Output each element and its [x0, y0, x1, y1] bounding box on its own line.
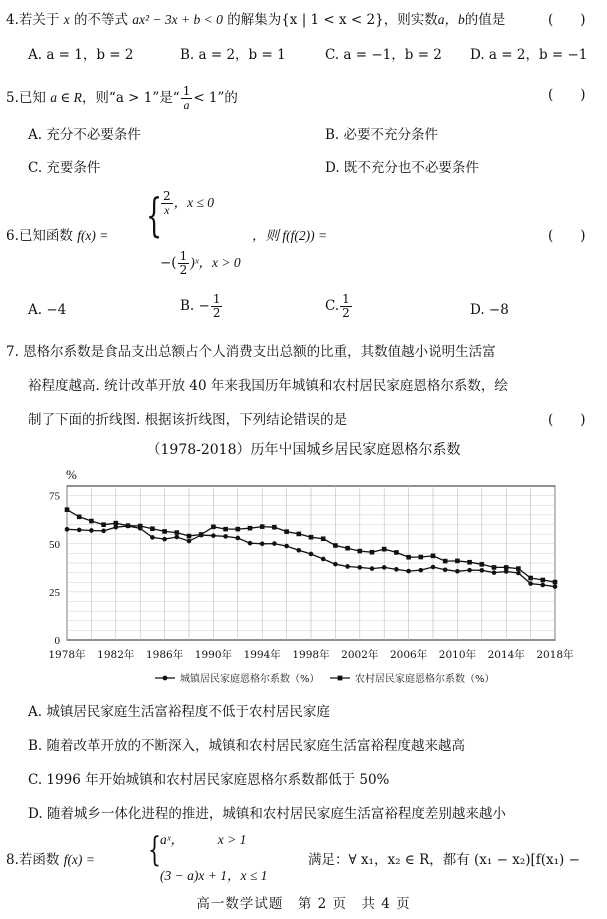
data-point-urban — [504, 569, 509, 574]
data-point-rural — [345, 546, 350, 551]
data-point-rural — [114, 521, 119, 526]
y-tick-label: 75 — [49, 490, 60, 503]
data-point-urban — [553, 584, 558, 589]
data-point-rural — [236, 527, 241, 532]
data-point-urban — [187, 539, 192, 544]
data-point-rural — [480, 562, 485, 567]
data-point-urban — [101, 529, 106, 534]
q4-option-c: C. a = −1，b = 2 — [325, 47, 442, 63]
q5-option-c: C. 充要条件 — [28, 160, 101, 176]
data-point-rural — [528, 576, 533, 581]
legend-marker-urban — [163, 676, 168, 681]
data-point-rural — [406, 555, 411, 560]
data-point-rural — [516, 566, 521, 571]
data-point-urban — [297, 548, 302, 553]
data-point-urban — [443, 567, 448, 572]
q6-case-1: $\frac{2}{x}$ ，x ≤ 0 — [163, 189, 215, 217]
data-point-urban — [236, 536, 241, 541]
data-point-urban — [345, 564, 350, 569]
data-point-rural — [175, 530, 180, 535]
q4-answer-paren: ( ) — [548, 12, 586, 28]
legend-label-rural: 农村居民家庭恩格尔系数（%） — [355, 674, 495, 685]
q4-option-b: B. a = 2，b = 1 — [180, 47, 286, 63]
data-point-urban — [223, 534, 228, 539]
data-point-urban — [370, 566, 375, 571]
data-point-rural — [199, 532, 204, 537]
data-point-urban — [467, 568, 472, 573]
x-tick-label: 2018年 — [536, 649, 574, 661]
data-point-rural — [284, 529, 289, 534]
legend-marker-rural — [338, 676, 343, 681]
data-point-rural — [77, 515, 82, 520]
x-tick-label: 1990年 — [194, 649, 233, 661]
data-point-urban — [333, 562, 338, 567]
q8-brace: { — [148, 830, 161, 870]
data-point-rural — [272, 525, 277, 530]
data-point-urban — [77, 528, 82, 533]
data-point-rural — [541, 578, 546, 583]
q6-stem: 6.已知函数 f(x) = — [6, 228, 109, 244]
q5-option-d: D. 既不充分也不必要条件 — [325, 160, 479, 176]
q5-fraction: $\frac{1}{a}$ — [182, 84, 191, 112]
data-point-urban — [492, 570, 497, 575]
data-point-rural — [138, 524, 143, 529]
x-tick-label: 1998年 — [292, 649, 330, 661]
q6-brace: { — [146, 188, 163, 242]
data-point-rural — [370, 550, 375, 555]
data-point-urban — [284, 544, 289, 549]
data-point-urban — [114, 525, 119, 530]
data-point-urban — [406, 569, 411, 574]
q6-option-c: C. $\frac{1}{2}$ — [325, 292, 350, 320]
y-tick-label: 25 — [49, 586, 60, 599]
data-point-urban — [89, 528, 94, 533]
q6-case-2: −( $\frac{1}{2}$ )ˣ，x > 0 — [160, 249, 241, 277]
q8-case-2: (3 − a)x + 1，x ≤ 1 — [160, 868, 268, 883]
data-point-urban — [175, 535, 180, 540]
q8-case-1: aˣ， x > 1 — [160, 832, 247, 847]
data-point-rural — [333, 543, 338, 548]
q8-stem-tail: 满足：∀ x₁，x₂ ∈ R，都有 (x₁ − x₂)[f(x₁) − — [308, 852, 580, 868]
y-tick-label: 50 — [49, 538, 60, 551]
data-point-urban — [358, 565, 363, 570]
q5-answer-paren: ( ) — [548, 87, 586, 103]
data-point-urban — [260, 541, 265, 546]
x-tick-label: 2006年 — [389, 649, 428, 661]
legend-label-urban: 城镇居民家庭恩格尔系数（%） — [180, 674, 320, 685]
data-point-urban — [431, 565, 436, 570]
q6-option-b: B. − $\frac{1}{2}$ — [180, 292, 221, 320]
q4-option-d: D. a = 2，b = −1 — [470, 47, 588, 63]
data-point-rural — [321, 536, 326, 541]
x-tick-label: 2010年 — [438, 649, 477, 661]
q4-stem: 4.若关于 x 的不等式 ax² − 3x + b < 0 的解集为{x | 1 < x < 2}，则实数a，b的值是 — [6, 12, 506, 28]
data-point-rural — [467, 560, 472, 565]
data-point-rural — [65, 507, 70, 512]
data-point-rural — [248, 526, 253, 531]
q4-option-a: A. a = 1，b = 2 — [28, 47, 134, 63]
data-point-urban — [321, 557, 326, 562]
q5-stem: 5.已知 a ∈ R，则“a > 1”是“ $\frac{1}{a}$ < 1”的 — [6, 84, 238, 112]
data-point-rural — [382, 547, 387, 552]
data-point-rural — [455, 559, 460, 564]
chart-title: （1978-2018）历年屮国城乡居民家庭恩格尔系数 — [146, 442, 461, 458]
x-tick-label: 1978年 — [48, 649, 86, 661]
data-point-urban — [528, 581, 533, 586]
y-axis-label: % — [66, 467, 77, 482]
data-point-urban — [65, 527, 70, 532]
data-point-rural — [297, 532, 302, 537]
data-point-rural — [358, 549, 363, 554]
data-point-urban — [162, 537, 167, 542]
page-footer: 高一数学试题 第 2 页 共 4 页 — [196, 896, 411, 912]
data-point-rural — [89, 519, 94, 524]
data-point-rural — [260, 524, 265, 529]
q7-option-b: B. 随着改革开放的不断深入，城镇和农村居民家庭生活富裕程度越来越高 — [28, 738, 466, 754]
data-point-urban — [541, 583, 546, 588]
data-point-rural — [309, 535, 314, 540]
x-tick-label: 2002年 — [341, 649, 379, 661]
data-point-rural — [504, 565, 509, 570]
q5-option-a: A. 充分不必要条件 — [28, 127, 141, 143]
data-point-urban — [211, 533, 216, 538]
q6-answer-paren: ( ) — [548, 228, 586, 244]
data-point-urban — [516, 571, 521, 576]
data-point-rural — [211, 525, 216, 530]
data-point-urban — [272, 541, 277, 546]
q7-option-a: A. 城镇居民家庭生活富裕程度不低于农村居民家庭 — [28, 704, 330, 720]
q7-stem-line-2: 裕程度越高. 统计改革开放 40 年来我国历年城镇和农村居民家庭恩格尔系数，绘 — [28, 378, 508, 394]
q6-stem-tail: ，则 f(f(2)) = — [252, 228, 328, 243]
q7-stem-line-1: 7. 恩格尔系数是食品支出总额占个人消费支出总额的比重，其数值越小说明生活富 — [6, 344, 496, 360]
data-point-rural — [126, 523, 131, 528]
q8-stem: 8.若函数 f(x) = — [6, 852, 95, 868]
data-point-urban — [455, 569, 460, 574]
q7-option-d: D. 随着城乡一体化进程的推进，城镇和农村居民家庭生活富裕程度差别越来越小 — [28, 806, 506, 822]
q6-option-a: A. −4 — [28, 302, 67, 318]
data-point-rural — [443, 559, 448, 564]
y-tick-label: 0 — [54, 635, 60, 647]
data-point-rural — [394, 550, 399, 555]
data-point-rural — [419, 555, 424, 560]
data-point-rural — [492, 565, 497, 570]
data-point-urban — [382, 565, 387, 570]
q5-option-b: B. 必要不充分条件 — [325, 127, 439, 143]
x-tick-label: 1986年 — [145, 649, 184, 661]
data-point-rural — [162, 529, 167, 534]
data-point-rural — [553, 580, 558, 585]
q7-answer-paren: ( ) — [548, 412, 586, 428]
data-point-urban — [309, 552, 314, 557]
x-tick-label: 2014年 — [487, 649, 525, 661]
data-point-urban — [480, 568, 485, 573]
q7-option-c: C. 1996 年开始城镇和农村居民家庭恩格尔系数都低于 50% — [28, 772, 390, 788]
data-point-rural — [431, 554, 436, 559]
data-point-rural — [101, 522, 106, 527]
data-point-urban — [419, 568, 424, 573]
data-point-urban — [394, 567, 399, 572]
data-point-urban — [248, 541, 253, 546]
x-tick-label: 1982年 — [97, 649, 135, 661]
q7-stem-line-3: 制了下面的折线图. 根据该折线图，下列结论错误的是 — [28, 412, 348, 428]
q6-option-d: D. −8 — [470, 302, 509, 318]
data-point-rural — [150, 526, 155, 531]
data-point-rural — [223, 527, 228, 532]
x-tick-label: 1994年 — [243, 649, 281, 661]
data-point-urban — [150, 535, 155, 540]
data-point-rural — [187, 534, 192, 539]
